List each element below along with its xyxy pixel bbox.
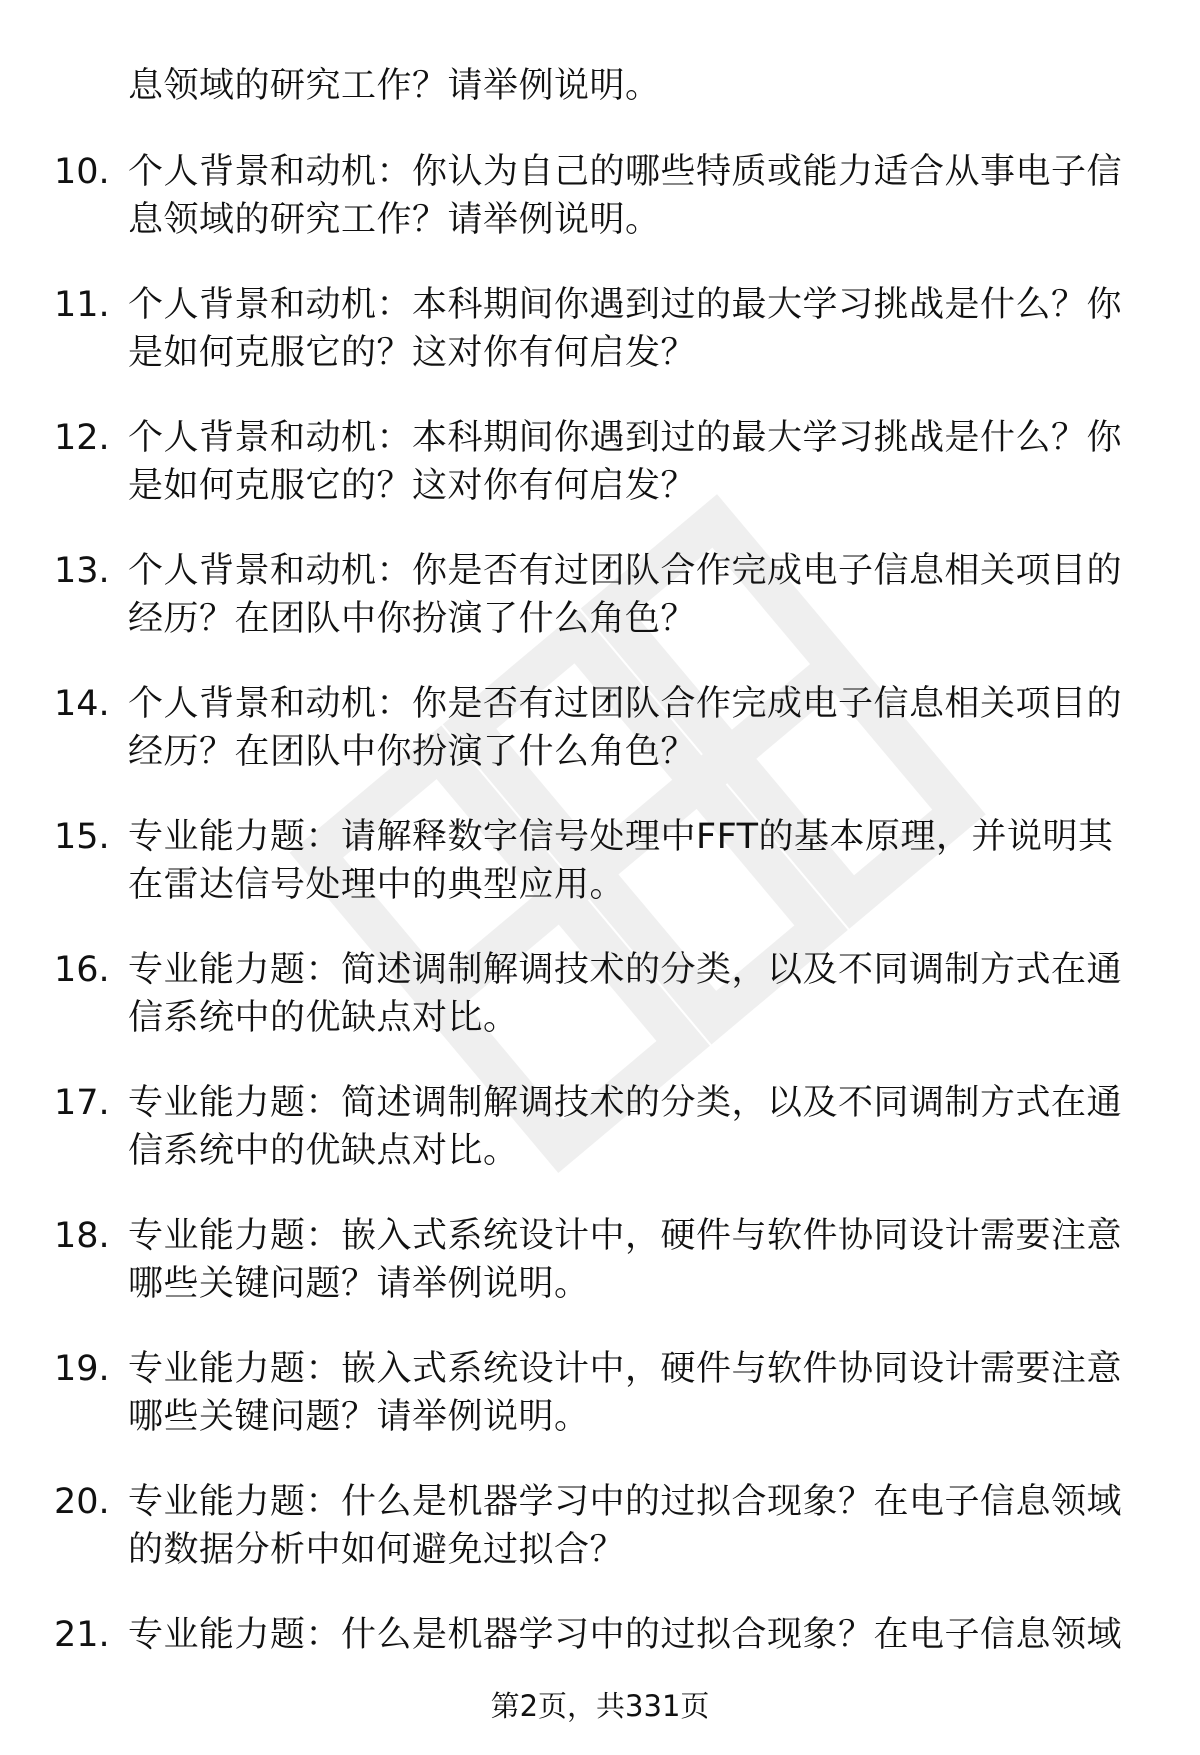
- question-number: 19.: [54, 1349, 110, 1389]
- question-text: 个人背景和动机：你认为自己的哪些特质或能力适合从事电子信息领域的研究工作？请举例说明。: [128, 152, 1123, 240]
- question-text: 专业能力题：什么是机器学习中的过拟合现象？在电子信息领域: [128, 1615, 1123, 1655]
- list-item: [0, 414, 1200, 547]
- question-text: 专业能力题：什么是机器学习中的过拟合现象？在电子信息领域的数据分析中如何避免过拟合？: [128, 1482, 1123, 1570]
- question-text: 个人背景和动机：本科期间你遇到过的最大学习挑战是什么？你是如何克服它的？这对你有何启发？: [128, 285, 1123, 373]
- list-item: [0, 1079, 1200, 1212]
- question-continuation: 息领域的研究工作？请举例说明。: [128, 66, 661, 106]
- list-item: [0, 1478, 1200, 1611]
- list-item: [0, 946, 1200, 1079]
- question-text: 专业能力题：请解释数字信号处理中FFT的基本原理，并说明其在雷达信号处理中的典型应用。: [128, 817, 1114, 905]
- question-text: 个人背景和动机：本科期间你遇到过的最大学习挑战是什么？你是如何克服它的？这对你有何启发？: [128, 418, 1123, 506]
- question-number: 14.: [54, 684, 110, 724]
- question-number: 12.: [54, 418, 110, 458]
- question-number: 11.: [54, 285, 110, 325]
- list-item: [0, 281, 1200, 414]
- question-number: 20.: [54, 1482, 110, 1522]
- list-item: [0, 813, 1200, 946]
- question-text: 专业能力题：简述调制解调技术的分类，以及不同调制方式在通信系统中的优缺点对比。: [128, 950, 1123, 1038]
- list-item: [0, 1212, 1200, 1345]
- question-number: 17.: [54, 1083, 110, 1123]
- question-text: 专业能力题：嵌入式系统设计中，硬件与软件协同设计需要注意哪些关键问题？请举例说明。: [128, 1349, 1123, 1437]
- question-text: 个人背景和动机：你是否有过团队合作完成电子信息相关项目的经历？在团队中你扮演了什么角色？: [128, 551, 1123, 639]
- question-list: [0, 148, 1200, 1744]
- question-text: 个人背景和动机：你是否有过团队合作完成电子信息相关项目的经历？在团队中你扮演了什么角色？: [128, 684, 1123, 772]
- question-number: 15.: [54, 817, 110, 857]
- list-item: [0, 148, 1200, 281]
- list-item: [0, 547, 1200, 680]
- question-number: 10.: [54, 152, 110, 192]
- question-number: 13.: [54, 551, 110, 591]
- question-number: 16.: [54, 950, 110, 990]
- page-number-footer: 第2页，共331页: [490, 1689, 710, 1723]
- question-text: 专业能力题：嵌入式系统设计中，硬件与软件协同设计需要注意哪些关键问题？请举例说明。: [128, 1216, 1123, 1304]
- question-number: 21.: [54, 1615, 110, 1655]
- list-item: [0, 680, 1200, 813]
- question-number: 18.: [54, 1216, 110, 1256]
- list-item: [0, 1345, 1200, 1478]
- question-text: 专业能力题：简述调制解调技术的分类，以及不同调制方式在通信系统中的优缺点对比。: [128, 1083, 1123, 1171]
